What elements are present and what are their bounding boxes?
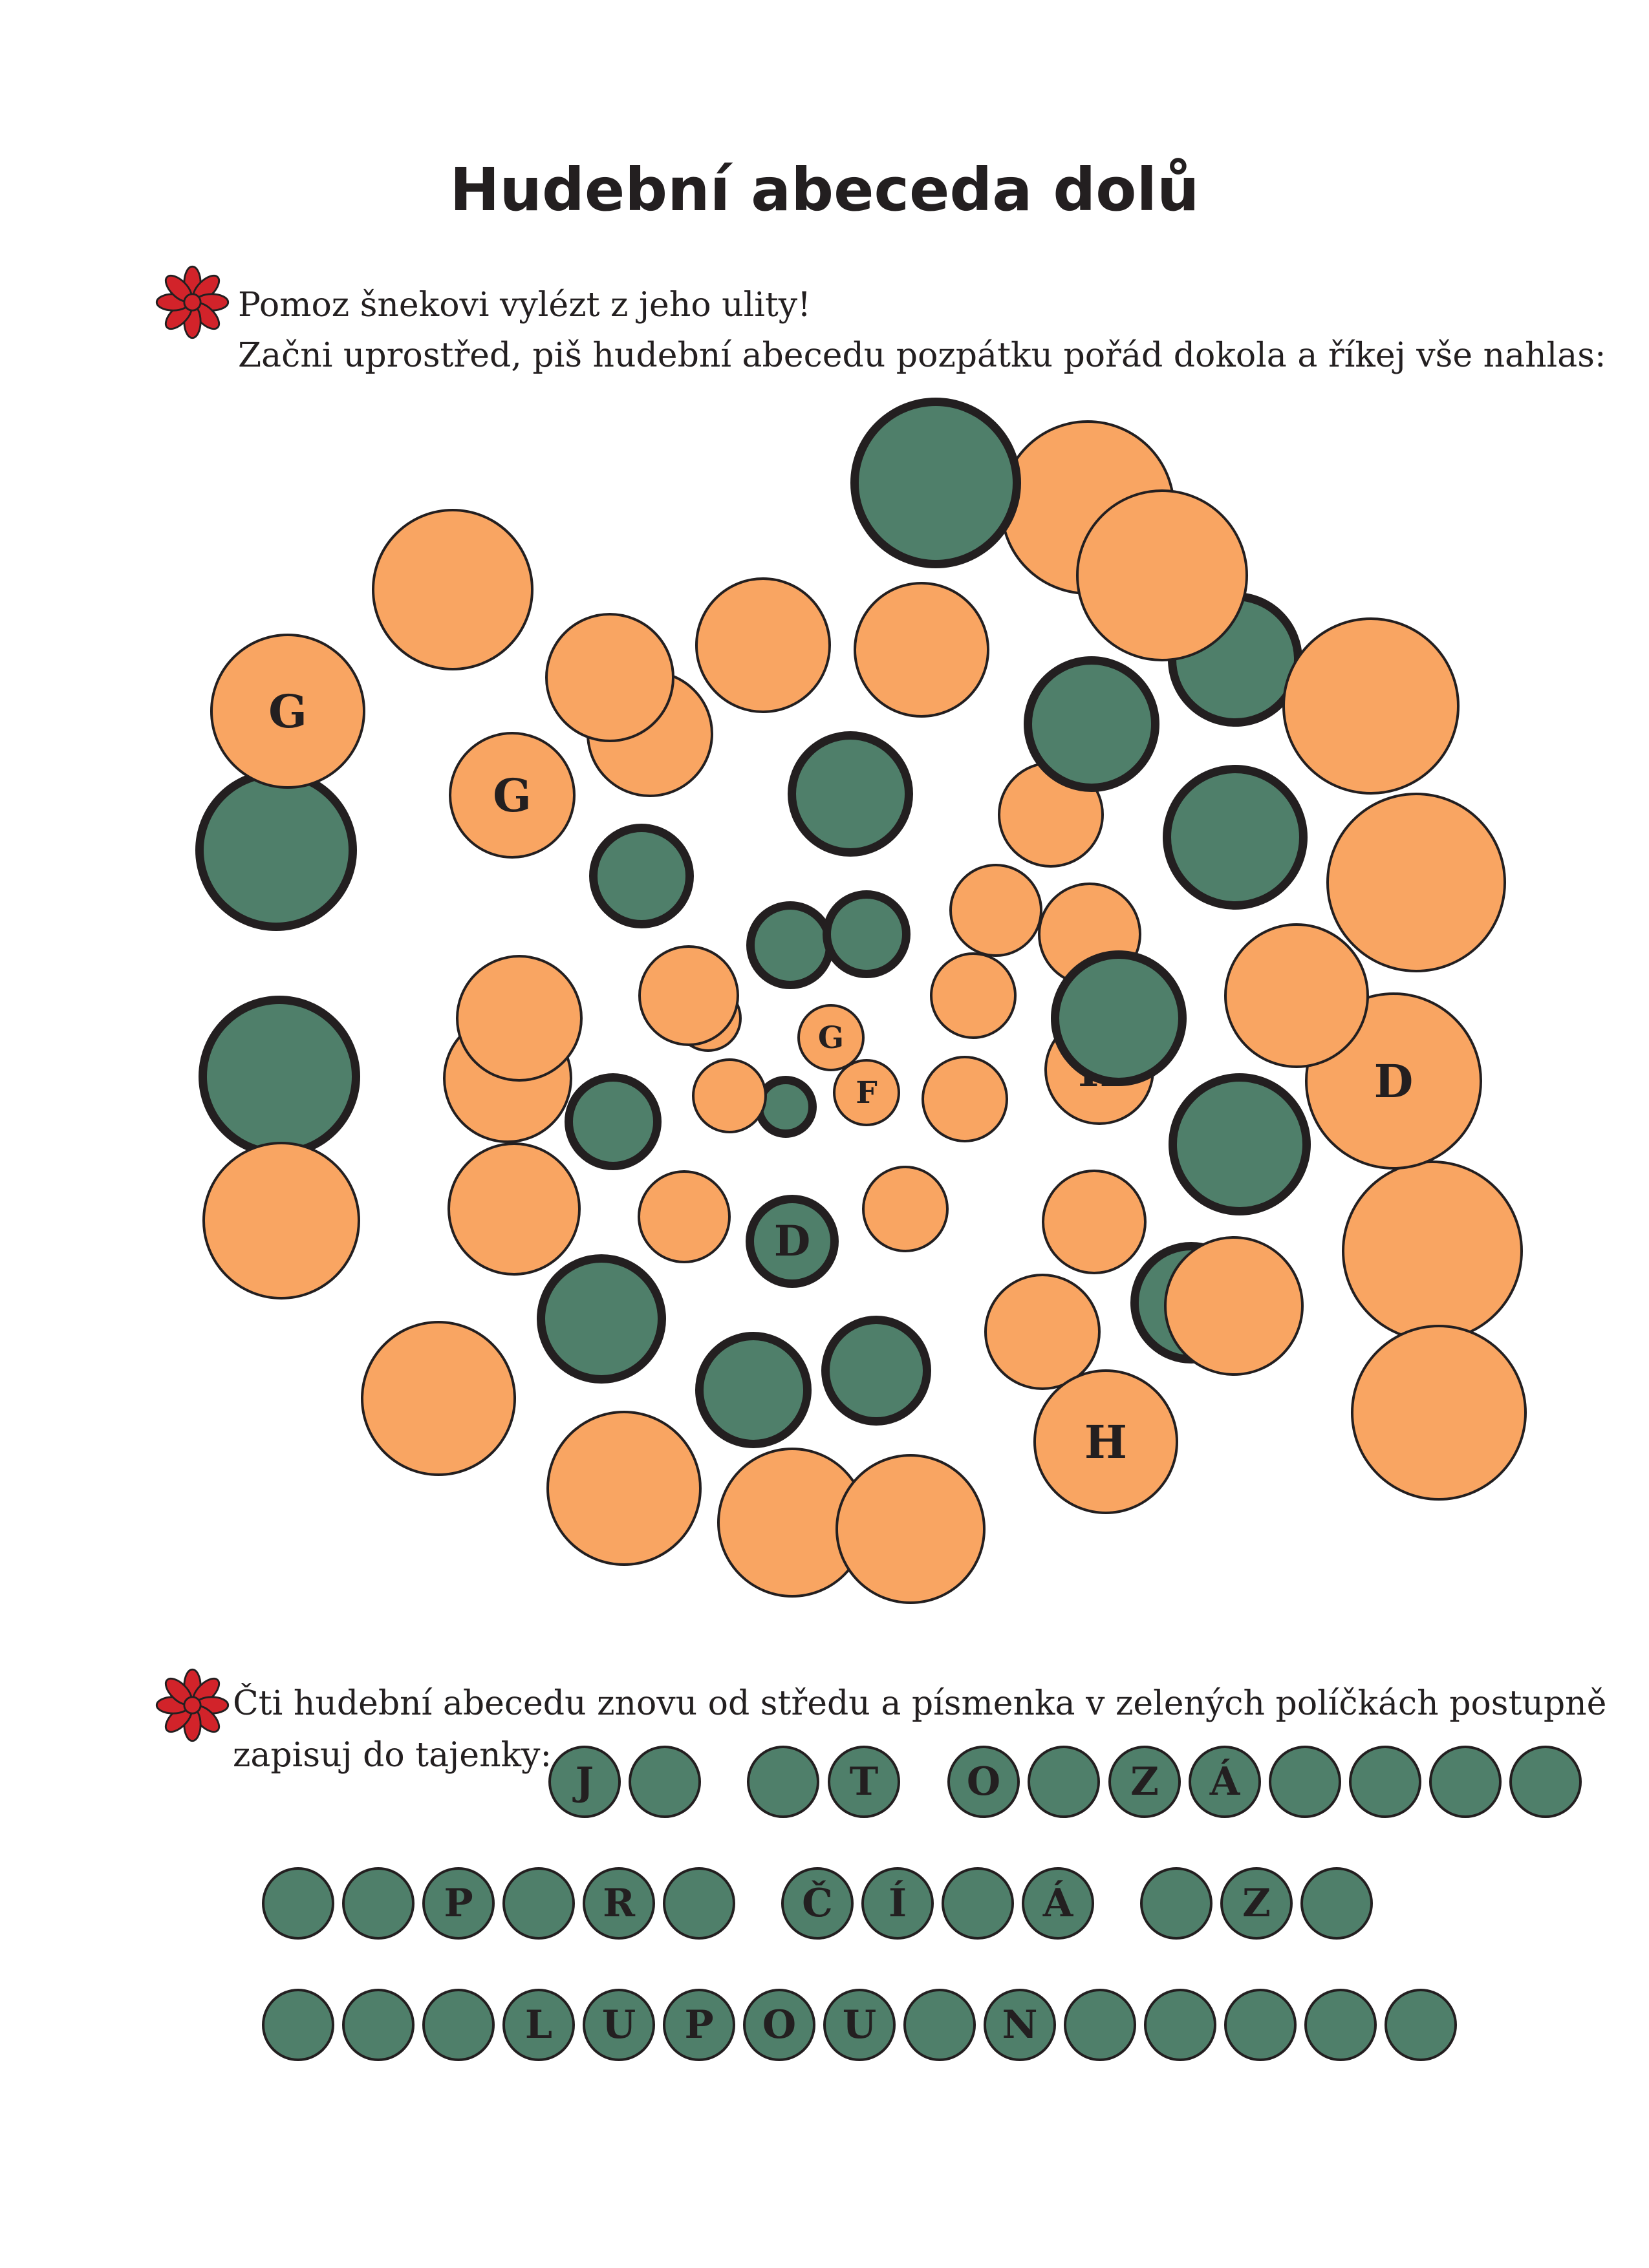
spiral-circle-orange[interactable] [1042,1170,1147,1274]
tajenka-cell[interactable] [342,1867,415,1940]
instruction-1-line-2: Začni uprostřed, piš hudební abecedu pozpátku pořád dokola a říkej vše nahlas: [238,336,1606,375]
tajenka-cell[interactable] [1028,1746,1100,1818]
tajenka-cell[interactable]: Í [861,1867,934,1940]
spiral-circle-orange[interactable] [1076,489,1248,661]
spiral-circle-orange[interactable] [372,509,534,670]
spiral-letter: D [773,1217,811,1266]
spiral-circle-green[interactable] [695,1332,812,1448]
tajenka-cell[interactable] [1064,1989,1136,2061]
tajenka-cell[interactable]: U [823,1989,896,2061]
tajenka-cell[interactable] [262,1867,334,1940]
tajenka-cell[interactable] [1144,1989,1216,2061]
tajenka-cell[interactable] [903,1989,976,2061]
tajenka-cell[interactable] [1300,1867,1373,1940]
spiral-letter: G [817,1020,845,1056]
spiral-circle-green[interactable] [1163,765,1308,910]
spiral-circle-green[interactable] [746,1195,839,1288]
spiral-circle-green[interactable] [537,1254,666,1384]
spiral-circle-orange[interactable] [1342,1161,1523,1342]
tajenka-cell[interactable]: L [502,1989,575,2061]
tajenka-cell[interactable]: Á [1022,1867,1094,1940]
spiral-circle-green[interactable] [589,824,694,928]
spiral-circle-green[interactable] [823,890,911,978]
spiral-circle-orange[interactable] [1033,1369,1178,1514]
tajenka-cell[interactable]: Z [1108,1746,1181,1818]
tajenka-cell[interactable] [422,1989,495,2061]
spiral-circle-orange[interactable] [210,634,365,789]
spiral-circle-green[interactable] [1024,656,1159,792]
instruction-1-line-1: Pomoz šnekovi vylézt z jeho ulity! [238,286,812,325]
spiral-circle-orange[interactable] [447,1142,581,1276]
spiral-circle-green[interactable] [199,996,360,1157]
tajenka-cell[interactable] [1304,1989,1377,2061]
tajenka-cell[interactable] [942,1867,1014,1940]
spiral-circle-green[interactable] [746,901,834,989]
tajenka-cell[interactable] [262,1989,334,2061]
tajenka-cell[interactable]: Č [781,1867,854,1940]
tajenka-cell[interactable]: U [583,1989,655,2061]
spiral-circle-orange[interactable] [638,945,739,1046]
spiral-circle-orange[interactable] [695,577,831,713]
tajenka-cell[interactable] [663,1867,735,1940]
spiral-circle-green[interactable] [1051,950,1187,1086]
instruction-2-line-2: zapisuj do tajenky: [233,1736,552,1775]
tajenka-cell[interactable] [747,1746,819,1818]
spiral-circle-green[interactable] [195,769,357,931]
spiral-circle-orange[interactable] [692,1058,767,1133]
tajenka-cell[interactable] [1140,1867,1212,1940]
spiral-letter: G [493,768,532,822]
tajenka-cell[interactable] [1269,1746,1341,1818]
spiral-circle-orange[interactable] [456,955,583,1082]
spiral-circle-orange[interactable] [833,1059,900,1126]
spiral-circle-orange[interactable] [949,864,1042,957]
spiral-letter: G [268,684,307,738]
spiral-letter: H [1084,1415,1128,1469]
spiral-circle-orange[interactable] [361,1321,516,1476]
tajenka-cell[interactable]: P [663,1989,735,2061]
spiral-circle-orange[interactable] [1224,923,1369,1068]
spiral-circle-orange[interactable] [1164,1236,1304,1376]
spiral-letter: D [1374,1054,1414,1108]
tajenka-cell[interactable] [1385,1989,1457,2061]
spiral-circle-orange[interactable] [1351,1325,1527,1501]
tajenka-cell[interactable]: P [422,1867,495,1940]
spiral-circle-orange[interactable] [545,613,674,742]
tajenka-cell[interactable] [1349,1746,1421,1818]
spiral-circle-orange[interactable] [449,732,576,859]
spiral-circle-orange[interactable] [797,1004,865,1071]
tajenka-cell[interactable]: N [984,1989,1056,2061]
flower-bullet-icon [155,1668,230,1742]
tajenka-cell[interactable]: Á [1189,1746,1261,1818]
tajenka-cell[interactable]: T [828,1746,900,1818]
tajenka-cell[interactable]: O [743,1989,815,2061]
tajenka-cell[interactable] [629,1746,701,1818]
spiral-circle-orange[interactable] [638,1170,731,1263]
spiral-circle-green[interactable] [788,731,913,857]
tajenka-cell[interactable]: J [548,1746,621,1818]
tajenka-cell[interactable] [1509,1746,1582,1818]
spiral-circle-orange[interactable] [202,1142,360,1300]
page-title: Hudební abeceda dolů [449,155,1200,224]
spiral-circle-green[interactable] [565,1073,662,1170]
tajenka-cell[interactable]: O [947,1746,1020,1818]
spiral-circle-orange[interactable] [835,1454,986,1604]
tajenka-cell[interactable] [1224,1989,1297,2061]
spiral-circle-green[interactable] [1169,1073,1311,1215]
tajenka-cell[interactable] [342,1989,415,2061]
spiral-circle-orange[interactable] [862,1166,949,1252]
instruction-2-line-1: Čti hudební abecedu znovu od středu a písmenka v zelených políčkách postupně [233,1684,1607,1723]
spiral-circle-orange[interactable] [1326,793,1506,972]
spiral-circle-green[interactable] [850,398,1021,568]
spiral-circle-orange[interactable] [854,582,989,718]
spiral-circle-orange[interactable] [921,1056,1008,1142]
spiral-circle-orange[interactable] [930,952,1017,1039]
spiral-circle-orange[interactable] [546,1411,702,1566]
tajenka-cell[interactable]: Z [1220,1867,1293,1940]
tajenka-cell[interactable]: R [583,1867,655,1940]
tajenka-cell[interactable] [1429,1746,1502,1818]
tajenka-cell[interactable] [502,1867,575,1940]
spiral-circle-green[interactable] [821,1316,931,1426]
spiral-letter: F [856,1075,878,1111]
spiral-circle-orange[interactable] [1282,617,1460,795]
